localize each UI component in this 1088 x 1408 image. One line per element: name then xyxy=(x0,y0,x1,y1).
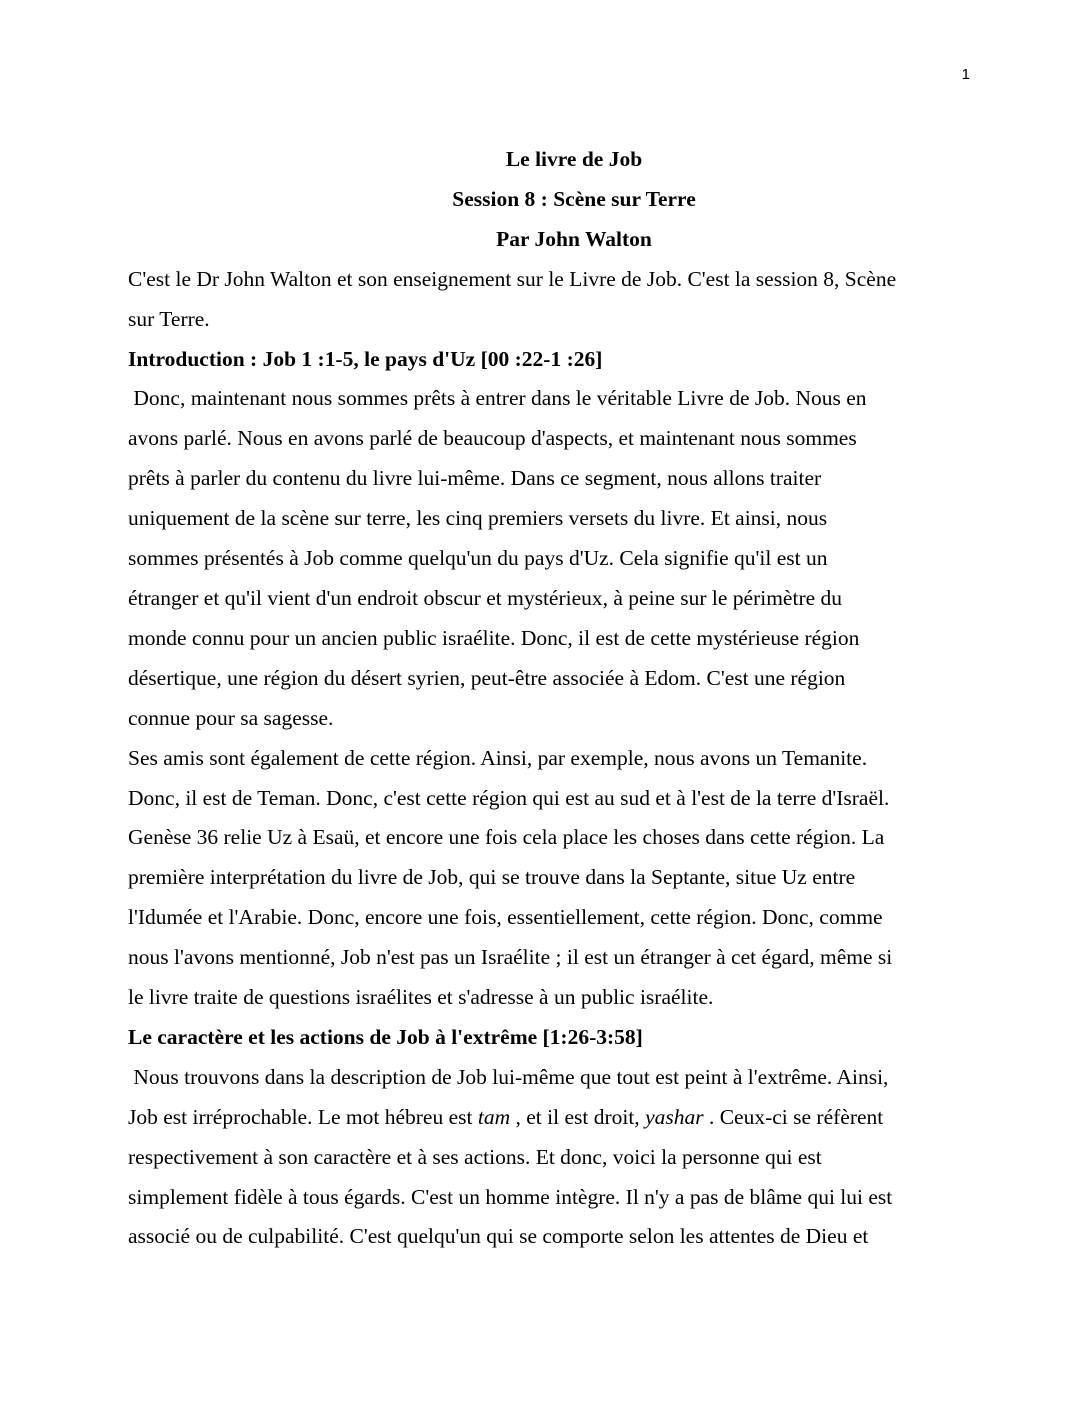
text-line: C'est le Dr John Walton et son enseignement sur le Livre de Job. C'est la session 8, Scène xyxy=(128,266,897,291)
author-line: Par John Walton xyxy=(496,226,652,251)
text-line: avons parlé. Nous en avons parlé de beaucoup d'aspects, et maintenant nous sommes xyxy=(128,426,857,451)
text-line: Donc, maintenant nous sommes prêts à entrer dans le véritable Livre de Job. Nous en xyxy=(128,386,867,411)
text-fragment: . Ceux-ci se réfèrent xyxy=(703,1104,884,1129)
section-heading-introduction: Introduction : Job 1 :1-5, le pays d'Uz [00 :22-1 :26] xyxy=(128,346,603,371)
text-line: uniquement de la scène sur terre, les cinq premiers versets du livre. Et ainsi, nous xyxy=(128,506,828,531)
hebrew-term-yashar: yashar xyxy=(645,1104,704,1129)
text-line: l'Idumée et l'Arabie. Donc, encore une fois, essentiellement, cette région. Donc, comme xyxy=(128,905,883,930)
text-line: Nous trouvons dans la description de Job lui-même que tout est peint à l'extrême. Ainsi, xyxy=(128,1064,889,1089)
text-line: simplement fidèle à tous égards. C'est un homme intègre. Il n'y a pas de blâme qui lui est xyxy=(128,1184,893,1209)
text-line: nous l'avons mentionné, Job n'est pas un Israélite ; il est un étranger à cet égard, même si xyxy=(128,945,893,970)
section1-paragraph-2 xyxy=(128,739,960,1018)
text-line: Ses amis sont également de cette région. Ainsi, par exemple, nous avons un Temanite. xyxy=(128,745,868,770)
text-line: respectivement à son caractère et à ses actions. Et donc, voici la personne qui est xyxy=(128,1144,822,1169)
text-fragment: Job est irréprochable. Le mot hébreu est xyxy=(128,1104,478,1129)
text-line: monde connu pour un ancien public israélite. Donc, il est de cette mystérieuse région xyxy=(128,625,860,650)
text-line: sur Terre. xyxy=(128,306,210,331)
text-line: sommes présentés à Job comme quelqu'un du pays d'Uz. Cela signifie qu'il est un xyxy=(128,546,828,571)
intro-paragraph xyxy=(128,260,960,340)
section-heading-character: Le caractère et les actions de Job à l'extrême [1:26-3:58] xyxy=(128,1024,643,1049)
text-fragment: , et il est droit, xyxy=(510,1104,646,1129)
section1-paragraph-1 xyxy=(128,379,960,738)
text-line: connue pour sa sagesse. xyxy=(128,705,334,730)
text-line: Donc, il est de Teman. Donc, c'est cette région qui est au sud et à l'est de la terre d'Israël. xyxy=(128,785,890,810)
text-line: prêts à parler du contenu du livre lui-même. Dans ce segment, nous allons traiter xyxy=(128,466,822,491)
text-line-with-terms xyxy=(128,1098,960,1138)
text-line: désertique, une région du désert syrien, peut-être associée à Edom. C'est une région xyxy=(128,665,846,690)
document-title: Le livre de Job xyxy=(505,147,643,171)
session-subtitle: Session 8 : Scène sur Terre xyxy=(452,186,696,211)
hebrew-term-tam: tam xyxy=(477,1104,511,1129)
text-line: première interprétation du livre de Job, qui se trouve dans la Septante, situe Uz entre xyxy=(128,865,856,890)
text-line: le livre traite de questions israélites et s'adresse à un public israélite. xyxy=(128,985,714,1010)
document-body xyxy=(128,140,960,1257)
text-line: Genèse 36 relie Uz à Esaü, et encore une fois cela place les choses dans cette région. La xyxy=(128,825,885,850)
section2-paragraph-1 xyxy=(128,1058,960,1258)
text-line: associé ou de culpabilité. C'est quelqu'un qui se comporte selon les attentes de Dieu et xyxy=(128,1224,869,1249)
text-line: étranger et qu'il vient d'un endroit obscur et mystérieux, à peine sur le périmètre du xyxy=(128,585,843,610)
page-number: 1 xyxy=(961,66,970,83)
